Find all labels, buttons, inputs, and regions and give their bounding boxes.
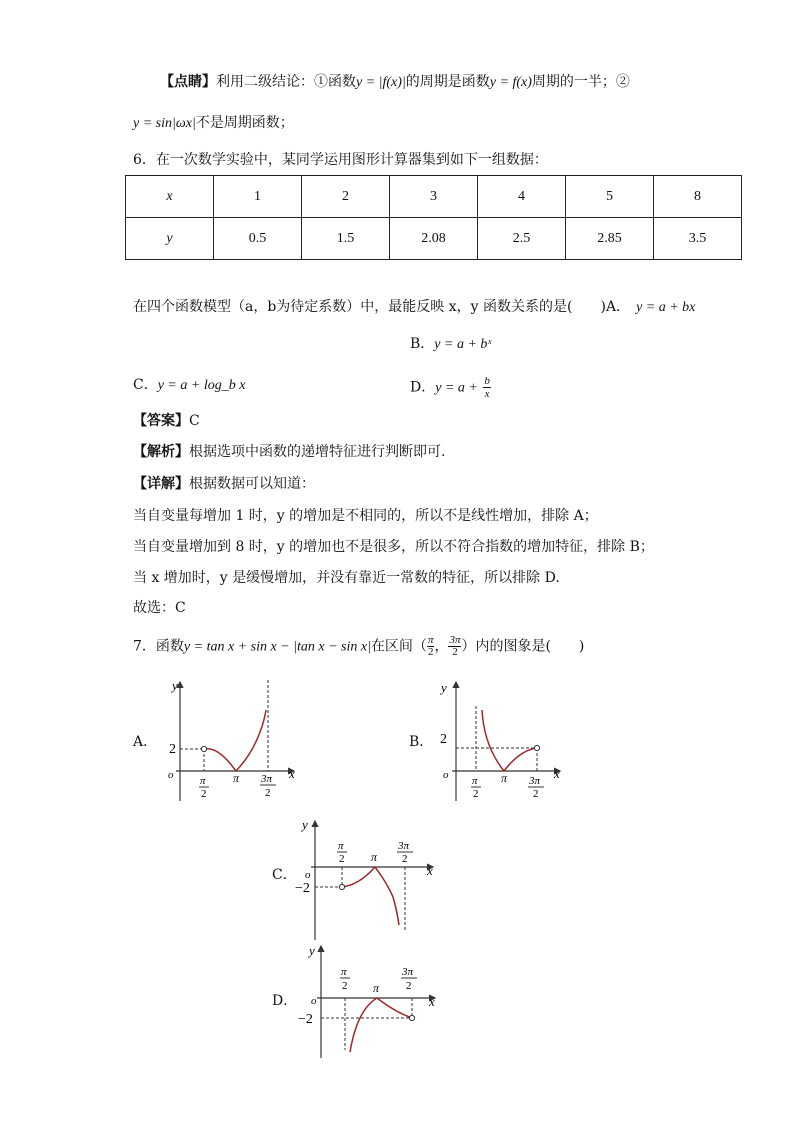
function-curve: [204, 710, 266, 771]
choice-a-label: A．: [133, 734, 158, 750]
three-half-pi-num: 3π: [529, 775, 541, 787]
y-tick-label: −2: [295, 881, 310, 896]
three-half-pi-num: 3π: [398, 840, 410, 852]
option-b: [410, 334, 491, 355]
answer-tag: 【答案】: [133, 413, 189, 429]
y-tick-label: −2: [298, 1012, 313, 1027]
answer-line: [133, 411, 200, 431]
x-axis-label: x: [554, 766, 560, 781]
y-tick-label: 2: [440, 732, 447, 747]
half-pi-num: π: [200, 775, 206, 787]
table-cell: 2.08: [390, 218, 478, 260]
table-cell: 3: [390, 176, 478, 218]
detail-text: 根据数据可以知道：: [189, 476, 315, 492]
table-cell: 1: [214, 176, 302, 218]
hint-tag: 【点睛】: [160, 74, 216, 90]
option-b-label: B．: [410, 336, 435, 352]
explanation-line: 当自变量增加到 8 时，y 的增加也不是很多，所以不符合指数的增加特征，排除 B；: [133, 539, 654, 555]
hint-expr-3: y = sin|ωx|: [133, 116, 196, 131]
q6-question: [133, 297, 695, 318]
q7-stem: [133, 635, 584, 659]
analysis-tag: 【解析】: [133, 444, 189, 460]
option-d-fraction: [483, 375, 491, 400]
table-cell: 4: [478, 176, 566, 218]
hint-expr-2: y = f(x): [489, 75, 532, 90]
half-pi-den: 2: [473, 788, 479, 800]
pi-label: π: [373, 981, 380, 995]
interval-start-den: 2: [427, 646, 434, 658]
open-endpoint: [339, 884, 344, 889]
choice-b-label: B．: [409, 734, 434, 750]
q6-stem: 6．在一次数学实验中，某同学运用图形计算器集到如下一组数据：: [133, 152, 548, 168]
table-cell: x: [126, 176, 214, 218]
three-half-pi-den: 2: [406, 980, 412, 992]
three-half-pi-den: 2: [265, 787, 271, 799]
option-a-label: A．: [605, 299, 631, 315]
function-curve: [482, 710, 537, 771]
q7-stem-after: ）内的图象是( ): [461, 638, 585, 655]
graph-c: [295, 815, 445, 943]
y-axis-label: y: [309, 943, 315, 958]
q7-stem-mid: 在区间（: [370, 638, 427, 655]
detail-tag: 【详解】: [133, 476, 189, 492]
origin-label: o: [168, 769, 174, 781]
open-endpoint: [201, 746, 206, 751]
three-half-pi-den: 2: [533, 788, 539, 800]
interval-end: [448, 635, 461, 658]
hint-line-1: [160, 72, 630, 93]
option-c-label: C．: [133, 377, 158, 393]
table-cell: 2: [302, 176, 390, 218]
data-table: [125, 175, 742, 260]
option-d-expr-prefix: y = a +: [435, 380, 482, 396]
three-half-pi-num: 3π: [402, 966, 414, 978]
analysis-line: [133, 442, 445, 462]
answer-value: C: [189, 413, 200, 429]
pi-label: π: [233, 771, 240, 785]
choice-c-label: C．: [272, 867, 297, 883]
interval-start-num: π: [427, 634, 434, 646]
detail-line: [133, 474, 315, 494]
graph-a: [160, 676, 310, 804]
y-tick-label: 2: [169, 742, 176, 757]
option-a-expr: y = a + bx: [636, 300, 696, 315]
function-curve: [350, 998, 412, 1052]
graph-d: [298, 940, 451, 1068]
open-endpoint: [534, 745, 539, 750]
graph-b: [436, 676, 586, 804]
origin-label: o: [443, 769, 449, 781]
origin-label: o: [311, 995, 317, 1007]
table-cell: 3.5: [654, 218, 742, 260]
explanation-line: 故选：C: [133, 600, 186, 616]
interval-comma: ，: [434, 638, 449, 655]
function-curve: [342, 867, 399, 925]
table-cell: 0.5: [214, 218, 302, 260]
half-pi-num: π: [341, 966, 347, 978]
option-c: [133, 375, 245, 396]
option-d-denominator: x: [484, 388, 490, 400]
half-pi-den: 2: [201, 788, 207, 800]
hint-text-after: 周期的一半；②: [531, 74, 630, 90]
y-axis-label: y: [172, 678, 178, 693]
q6-question-text: 在四个函数模型（a，b为待定系数）中，最能反映 x，y 函数关系的是( ): [133, 299, 606, 315]
x-axis-label: x: [429, 994, 435, 1009]
hint-line-2: [133, 113, 294, 134]
table-cell: 1.5: [302, 218, 390, 260]
hint-text-mid: 的周期是函数: [405, 74, 490, 90]
analysis-text: 根据选项中函数的递增特征进行判断即可.: [189, 444, 446, 460]
option-d: [410, 375, 491, 400]
y-axis-label: y: [302, 817, 308, 832]
pi-label: π: [501, 771, 508, 785]
explanation-line: 当自变量每增加 1 时，y 的增加是不相同的，所以不是线性增加，排除 A；: [133, 508, 598, 524]
x-axis-label: x: [289, 766, 295, 781]
table-cell: 5: [566, 176, 654, 218]
origin-label: o: [305, 869, 311, 881]
option-b-expr: y = a + bˣ: [434, 337, 492, 352]
half-pi-num: π: [472, 775, 478, 787]
hint-text-before: 利用二级结论：①函数: [216, 74, 356, 90]
half-pi-den: 2: [339, 853, 345, 865]
half-pi-den: 2: [342, 980, 348, 992]
choice-d-label: D．: [272, 993, 298, 1009]
table-row: [126, 176, 742, 218]
table-cell: 2.85: [566, 218, 654, 260]
q7-stem-before: 7．函数: [133, 638, 184, 655]
hint-expr-1: y = |f(x)|: [356, 75, 406, 90]
table-cell: 8: [654, 176, 742, 218]
hint-text-end: 不是周期函数；: [195, 115, 294, 131]
table-row: [126, 218, 742, 260]
three-half-pi-den: 2: [402, 853, 408, 865]
open-endpoint: [409, 1015, 414, 1020]
q7-expr: y = tan x + sin x − |tan x − sin x|: [183, 639, 371, 655]
pi-label: π: [371, 850, 378, 864]
interval-end-num: 3π: [449, 634, 461, 646]
half-pi-num: π: [338, 840, 344, 852]
option-d-numerator: b: [484, 375, 490, 387]
table-cell: 2.5: [478, 218, 566, 260]
x-axis-label: x: [427, 863, 433, 878]
table-cell: y: [126, 218, 214, 260]
option-c-expr: y = a + log_b x: [157, 378, 246, 393]
y-axis-label: y: [441, 680, 447, 695]
explanation-line: 当 x 增加时，y 是缓慢增加，并没有靠近一常数的特征，所以排除 D.: [133, 570, 560, 586]
option-d-label: D．: [410, 379, 436, 396]
interval-end-den: 2: [452, 646, 458, 658]
three-half-pi-num: 3π: [261, 773, 273, 785]
